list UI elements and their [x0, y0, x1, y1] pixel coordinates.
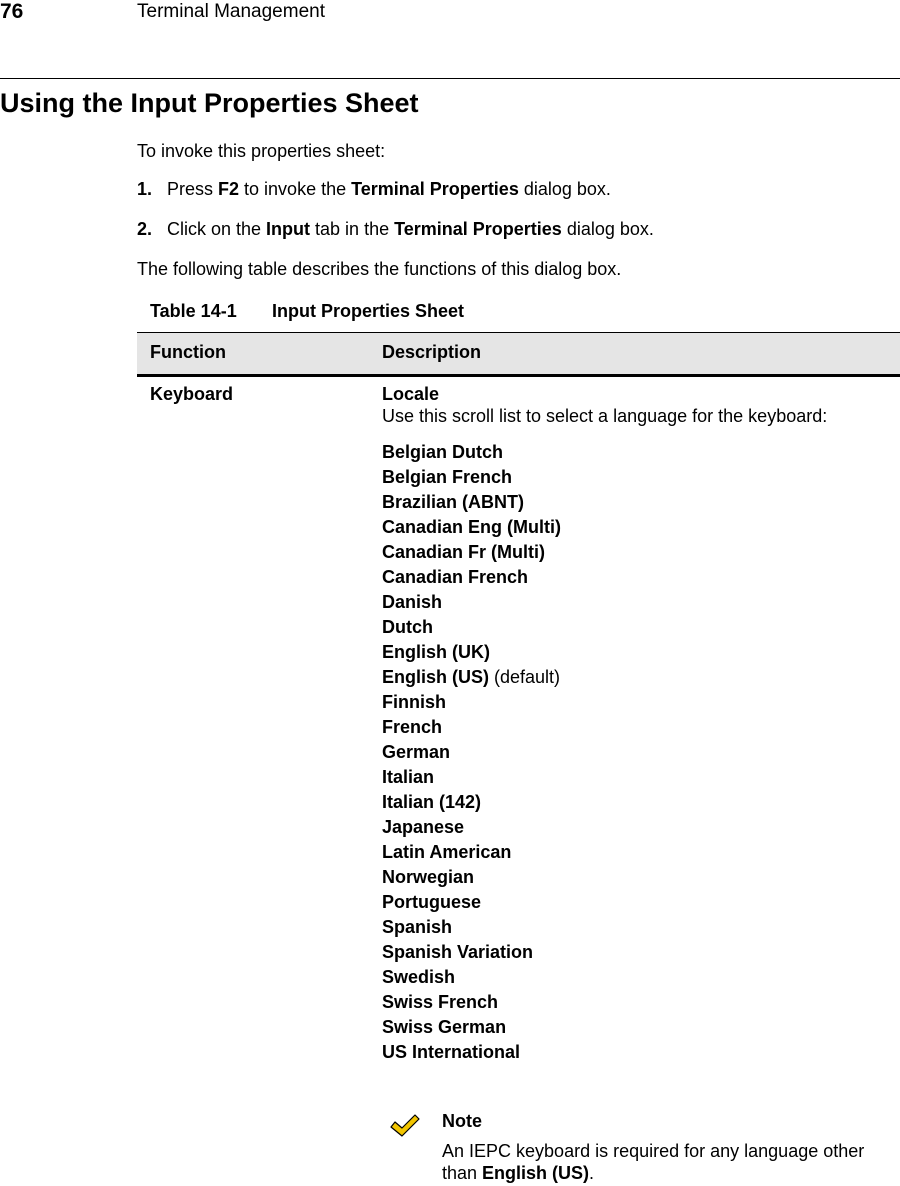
- step-text: Press: [167, 179, 219, 199]
- language-item: [382, 815, 852, 840]
- step-text: Click on the: [167, 219, 267, 239]
- language-name: Canadian French: [382, 567, 529, 587]
- note-text-bold: English (US): [482, 1163, 590, 1183]
- language-item: [382, 740, 852, 765]
- following-text: The following table describes the functions of this dialog box.: [137, 259, 622, 279]
- note-text-part: An IEPC keyboard is required for any language other than: [442, 1141, 865, 1183]
- step-target: Terminal Properties: [394, 219, 562, 239]
- language-name: English (US): [382, 667, 489, 687]
- language-item: [382, 865, 852, 890]
- table-caption: [150, 300, 464, 322]
- language-item: [382, 515, 852, 540]
- language-item: [382, 1040, 852, 1065]
- default-label: (default): [489, 667, 561, 687]
- language-name: Portuguese: [382, 892, 482, 912]
- language-name: English (UK): [382, 642, 490, 662]
- language-name: Canadian Fr (Multi): [382, 542, 545, 562]
- step-2: [137, 218, 654, 240]
- header-rule: [0, 78, 900, 79]
- running-title: Terminal Management: [137, 1, 325, 22]
- language-name: Swiss German: [382, 1017, 507, 1037]
- language-item: [382, 640, 852, 665]
- language-item: [382, 490, 852, 515]
- function-cell: Keyboard: [150, 384, 234, 404]
- language-name: US International: [382, 1042, 521, 1062]
- note-title: Note: [442, 1111, 482, 1131]
- language-item: [382, 440, 852, 465]
- language-name: German: [382, 742, 451, 762]
- page-number: 76: [0, 0, 24, 23]
- checkmark-icon: [390, 1114, 420, 1138]
- language-name: Swedish: [382, 967, 456, 987]
- step-text: dialog box.: [561, 219, 654, 239]
- table-caption-number: Table 14-1: [150, 301, 237, 321]
- language-name: Latin American: [382, 842, 512, 862]
- language-item: [382, 590, 852, 615]
- step-1: [137, 178, 611, 200]
- language-item: [382, 890, 852, 915]
- step-key: Input: [266, 219, 311, 239]
- language-list: [382, 440, 852, 1065]
- language-name: Canadian Eng (Multi): [382, 517, 561, 537]
- language-name: Swiss French: [382, 992, 499, 1012]
- language-name: Belgian Dutch: [382, 442, 504, 462]
- language-item: [382, 540, 852, 565]
- language-item: [382, 715, 852, 740]
- note-text-part: .: [589, 1163, 595, 1183]
- language-name: Italian (142): [382, 792, 482, 812]
- language-name: Spanish Variation: [382, 942, 534, 962]
- column-header-function: Function: [150, 342, 226, 362]
- step-text: to invoke the: [239, 179, 352, 199]
- note-box: [385, 1110, 900, 1186]
- language-item: [382, 565, 852, 590]
- language-name: Spanish: [382, 917, 453, 937]
- language-item: [382, 665, 852, 690]
- language-name: Italian: [382, 767, 435, 787]
- language-item: [382, 965, 852, 990]
- language-item: [382, 765, 852, 790]
- description-cell: [382, 383, 852, 1065]
- language-item: [382, 465, 852, 490]
- note-text: [442, 1140, 892, 1184]
- step-key: F2: [218, 179, 240, 199]
- table-header-row: [137, 332, 900, 377]
- language-item: [382, 840, 852, 865]
- language-item: [382, 690, 852, 715]
- language-name: Japanese: [382, 817, 465, 837]
- language-name: Dutch: [382, 617, 433, 637]
- locale-title: Locale: [382, 384, 440, 404]
- language-name: Belgian French: [382, 467, 513, 487]
- language-name: Finnish: [382, 692, 446, 712]
- language-name: French: [382, 717, 443, 737]
- language-item: [382, 990, 852, 1015]
- language-item: [382, 615, 852, 640]
- language-name: Danish: [382, 592, 443, 612]
- step-number: 2.: [137, 219, 153, 239]
- intro-text: To invoke this properties sheet:: [137, 141, 386, 161]
- language-item: [382, 940, 852, 965]
- page-header: [0, 0, 900, 80]
- language-item: [382, 915, 852, 940]
- column-header-description: Description: [382, 342, 482, 362]
- section-title: Using the Input Properties Sheet: [0, 88, 419, 118]
- step-text: tab in the: [310, 219, 395, 239]
- language-name: Brazilian (ABNT): [382, 492, 525, 512]
- locale-description: Use this scroll list to select a language for the keyboard:: [382, 406, 828, 426]
- language-item: [382, 1015, 852, 1040]
- table-caption-title: Input Properties Sheet: [272, 301, 465, 321]
- language-item: [382, 790, 852, 815]
- step-text: dialog box.: [518, 179, 611, 199]
- step-number: 1.: [137, 179, 153, 199]
- step-target: Terminal Properties: [351, 179, 519, 199]
- language-name: Norwegian: [382, 867, 475, 887]
